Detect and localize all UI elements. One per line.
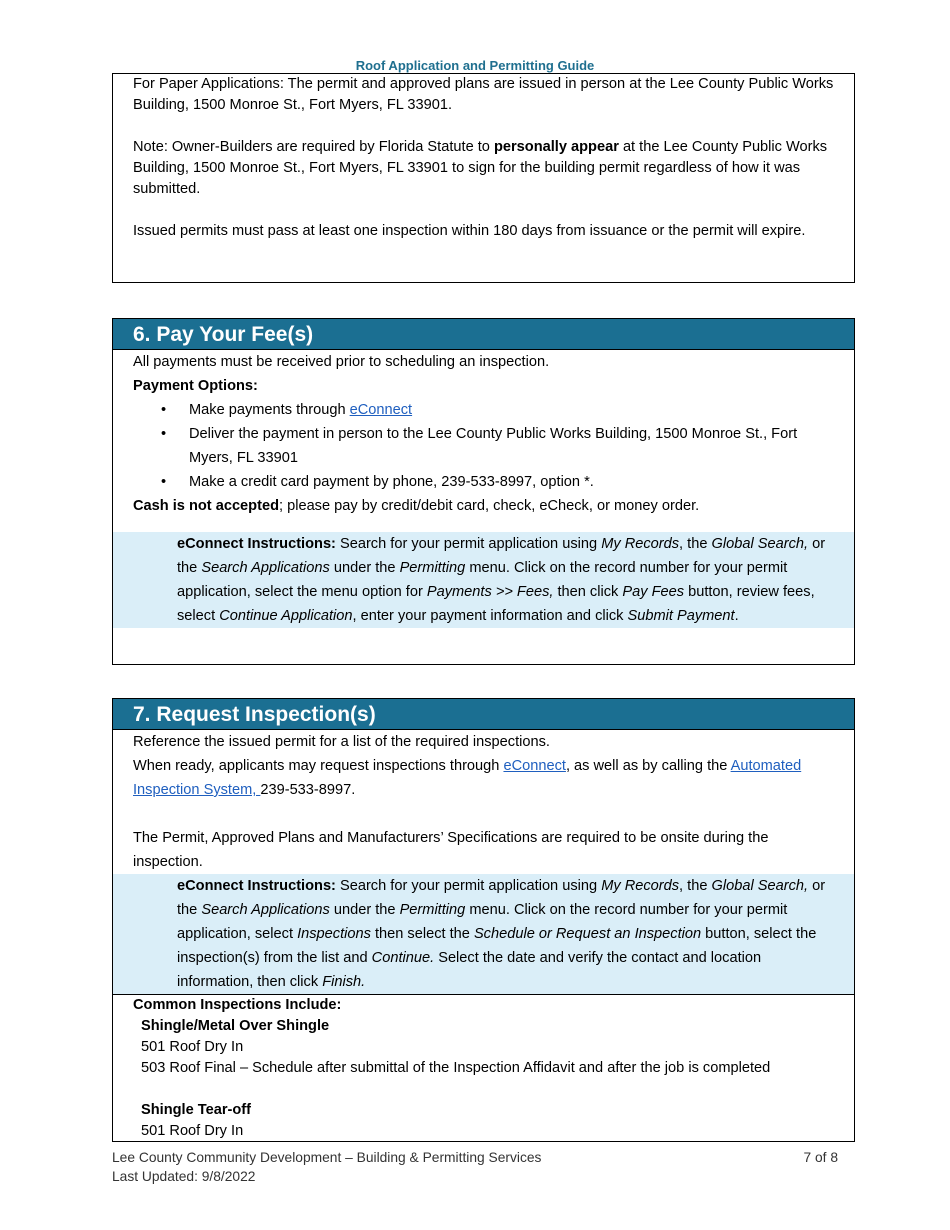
shingle-tear-off-heading: Shingle Tear-off (141, 1102, 251, 1118)
page-footer (112, 1148, 838, 1186)
section-7-heading: 7. Request Inspection(s) (113, 699, 854, 730)
econnect-link[interactable]: eConnect (349, 402, 413, 418)
onsite-requirements-note: The Permit, Approved Plans and Manufacturers’ Specifications are required to be onsite during the inspection. (133, 830, 769, 870)
section-request-inspections (112, 698, 855, 1142)
list-item: • Deliver the payment in person to the Lee County Public Works Building, 1500 Monroe St., Fort Myers, FL 33901 (133, 422, 834, 470)
list-item: 503 Roof Final – Schedule after submittal of the Inspection Affidavit and after the job is completed (141, 1060, 771, 1076)
econnect-link[interactable]: eConnect (503, 758, 566, 774)
paper-applications-paragraph: For Paper Applications: The permit and approved plans are issued in person at the Lee County Public Works Building, 1500 Monroe St., Fort Myers, FL 33901. (133, 76, 834, 113)
shingle-metal-over-shingle-heading: Shingle/Metal Over Shingle (141, 1018, 330, 1034)
reference-permit-note: Reference the issued permit for a list of the required inspections. (133, 734, 550, 750)
list-item: • Make payments through eConnect (133, 398, 834, 422)
page-number: 7 of 8 (803, 1150, 838, 1165)
common-inspections (113, 995, 854, 1142)
common-inspections-title: Common Inspections Include: (133, 997, 342, 1013)
bullet-icon: • (161, 474, 167, 490)
bullet-icon: • (161, 426, 167, 442)
econnect-inspection-instructions: eConnect Instructions: Search for your permit application using My Records, the Global Search, or the Search Applications under the Permitting menu. Click on the record number for your permit application, select Inspections then select the Schedule or Request an Inspection button, select the inspection(s) from the list and Continue. Select the date and verify the contact and location information, then click Finish. (113, 874, 854, 994)
payment-options-list (133, 398, 834, 494)
cash-not-accepted-note: Cash is not accepted; please pay by credit/debit card, check, eCheck, or money order. (133, 498, 700, 514)
inspection-expiry-paragraph: Issued permits must pass at least one inspection within 180 days from issuance or the permit will expire. (133, 223, 806, 239)
payment-prior-note: All payments must be received prior to scheduling an inspection. (133, 354, 550, 370)
automated-inspection-system-link[interactable]: Automated Inspection System, (133, 758, 802, 798)
request-inspections-paragraph: When ready, applicants may request inspections through eConnect, as well as by calling the Automated Inspection System, 239-533-8997. (133, 758, 802, 798)
document-header-title: Roof Application and Permitting Guide (355, 58, 595, 73)
list-item: 501 Roof Dry In (141, 1123, 244, 1139)
footer-last-updated: Last Updated: 9/8/2022 (112, 1169, 256, 1184)
owner-builder-note: Note: Owner-Builders are required by Florida Statute to personally appear at the Lee County Public Works Building, 1500 Monroe St., Fort Myers, FL 33901 to sign for the building permit regardless of how it was submitted. (133, 139, 828, 197)
list-item: 501 Roof Dry In (141, 1039, 244, 1055)
personally-appear-emphasis: personally appear (493, 139, 619, 155)
footer-department: Lee County Community Development – Building & Permitting Services (112, 1150, 542, 1165)
paper-application-box (112, 73, 855, 283)
payment-options-label: Payment Options: (133, 378, 258, 394)
econnect-payment-instructions: eConnect Instructions: Search for your permit application using My Records, the Global Search, or the Search Applications under the Permitting menu. Click on the record number for your permit application, select the menu option for Payments >> Fees, then click Pay Fees button, review fees, select Continue Application, enter your payment information and click Submit Payment. (113, 532, 854, 628)
list-item: • Make a credit card payment by phone, 239-533-8997, option *. (133, 470, 834, 494)
section-pay-fees (112, 318, 855, 665)
section-6-heading: 6. Pay Your Fee(s) (113, 319, 854, 350)
bullet-icon: • (161, 402, 167, 418)
